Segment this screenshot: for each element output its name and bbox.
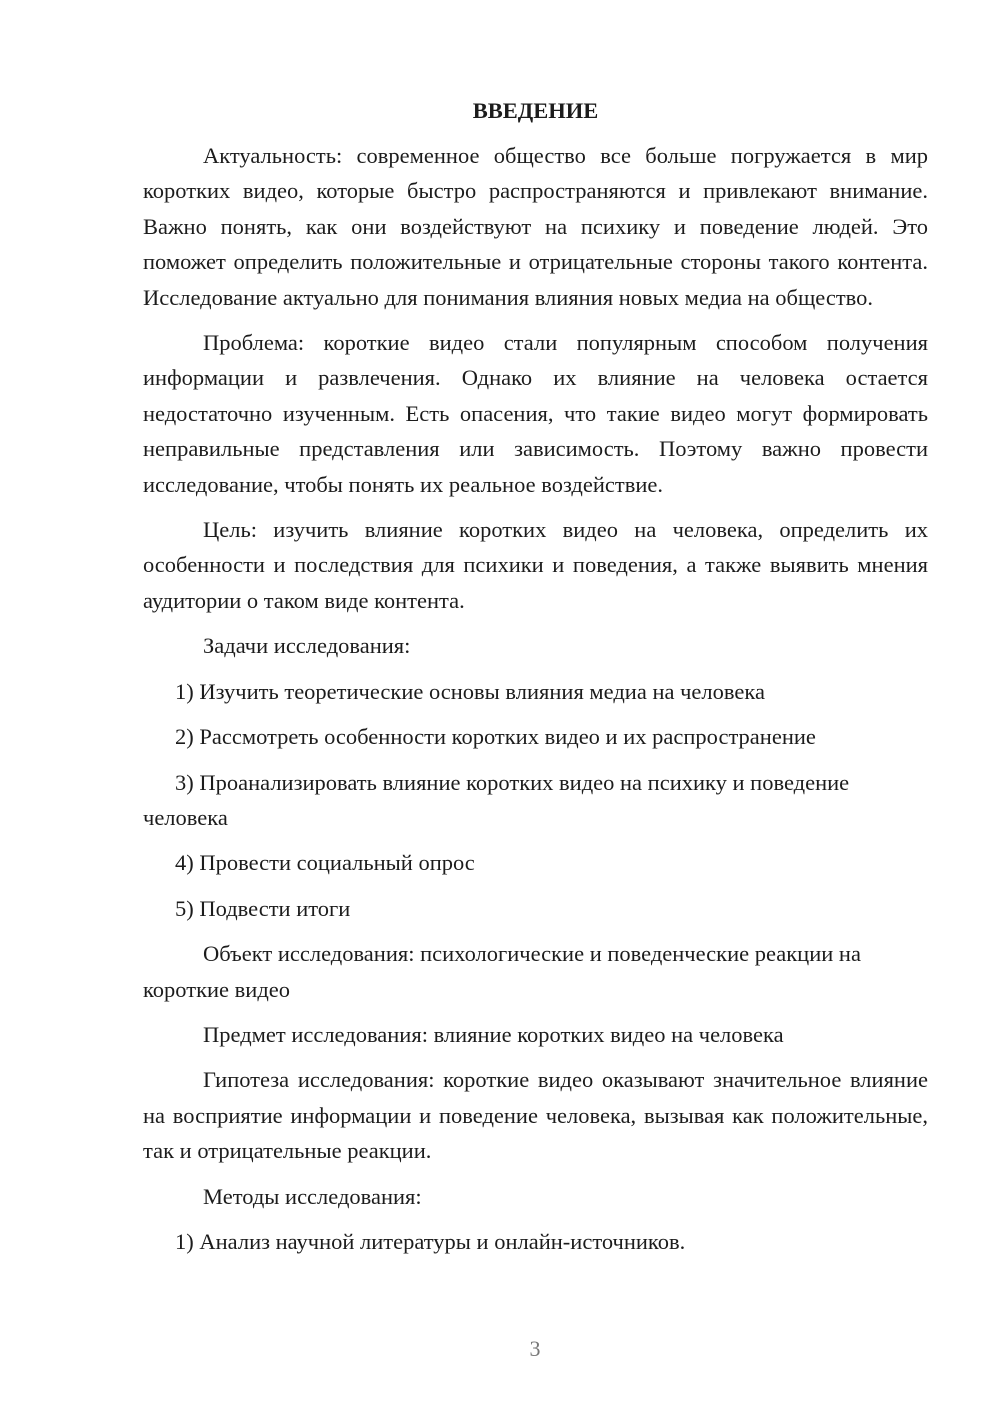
paragraph-relevance: Актуальность: современное общество все больше погружается в мир коротких видео, которые быстро распространяются и привлекают внимание. Важно понять, как они воздействуют на психику и поведение людей. Это поможет определить положительные и отрицательные стороны такого контента. Исследование актуально для понимания влияния новых медиа на общество. bbox=[143, 143, 928, 310]
paragraph-object: Объект исследования: психологические и поведенческие реакции на короткие видео bbox=[143, 941, 861, 1002]
method-item-1: 1) Анализ научной литературы и онлайн-источников. bbox=[175, 1228, 686, 1254]
methods-heading: Методы исследования: bbox=[203, 1183, 422, 1209]
task-item-2: 2) Рассмотреть особенности коротких видео и их распространение bbox=[175, 724, 816, 750]
task-item-1: 1) Изучить теоретические основы влияния медиа на человека bbox=[175, 678, 765, 704]
paragraph-problem: Проблема: короткие видео стали популярным способом получения информации и развлечения. Однако их влияние на человека остается недостаточно изученным. Есть опасения, что такие видео могут формировать неправильные представления или зависимость. Поэтому важно провести исследование, чтобы понять их реальное воздействие. bbox=[143, 330, 928, 497]
tasks-heading: Задачи исследования: bbox=[203, 633, 411, 659]
paragraph-goal: Цель: изучить влияние коротких видео на человека, определить их особенности и последствия для психики и поведения, а также выявить мнения аудитории о таком виде контента. bbox=[143, 517, 928, 613]
task-item-4: 4) Провести социальный опрос bbox=[175, 850, 475, 876]
paragraph-subject: Предмет исследования: влияние коротких видео на человека bbox=[203, 1021, 784, 1047]
task-item-3: 3) Проанализировать влияние коротких видео на психику и поведение человека bbox=[143, 769, 850, 830]
document-body bbox=[143, 96, 928, 1269]
task-item-5: 5) Подвести итоги bbox=[175, 895, 351, 921]
page-number: 3 bbox=[529, 1336, 541, 1361]
paragraph-hypothesis: Гипотеза исследования: короткие видео оказывают значительное влияние на восприятие информации и поведение человека, вызывая как положительные, так и отрицательные реакции. bbox=[143, 1067, 928, 1164]
page-title: ВВЕДЕНИЕ bbox=[472, 98, 599, 123]
